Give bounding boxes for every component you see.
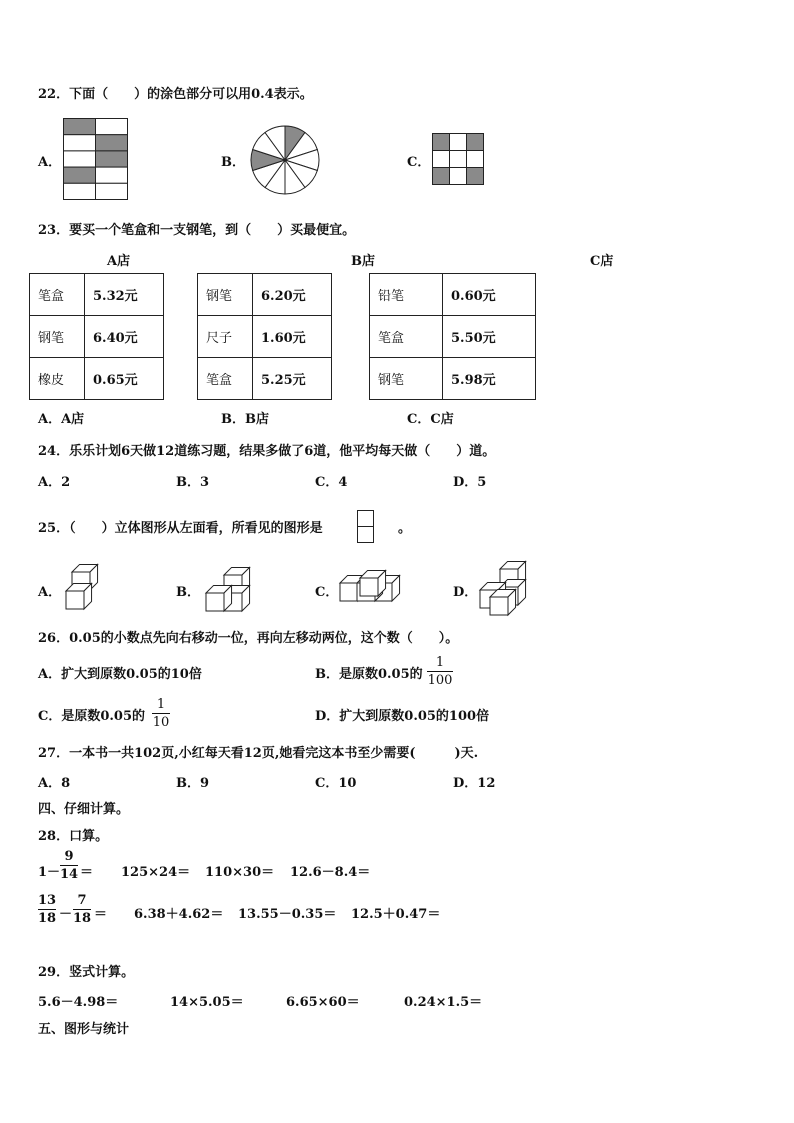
table-row xyxy=(30,358,164,400)
shop-a-name: A店 xyxy=(107,254,131,269)
fraction-numerator: 1 xyxy=(156,697,166,712)
q28-r2-minus: － xyxy=(59,907,73,922)
item-name: 钢笔 xyxy=(198,274,253,316)
q28-r1-prefix: 1－ xyxy=(38,865,61,880)
q26-c-fraction xyxy=(152,697,170,730)
q23-stem: 23．要买一个笔盒和一支钢笔，到（ ）买最便宜。 xyxy=(38,223,356,238)
q26-option-a[interactable]: A．扩大到原数0.05的10倍 xyxy=(38,667,202,682)
q23-option-c[interactable]: C．C店 xyxy=(407,412,454,427)
item-price: 5.98元 xyxy=(443,358,536,400)
grid-cell xyxy=(96,167,128,183)
q22-option-b-label[interactable]: B． xyxy=(221,155,245,170)
item-name: 橡皮 xyxy=(30,358,85,400)
grid-cell xyxy=(467,134,484,151)
item-name: 笔盒 xyxy=(30,274,85,316)
q26-stem: 26．0.05的小数点先向右移动一位，再向左移动两位，这个数（ ）。 xyxy=(38,631,459,646)
q25-option-d[interactable]: D． xyxy=(453,585,478,600)
table-row xyxy=(30,316,164,358)
shop-c-table xyxy=(369,273,536,400)
q27-option-c[interactable]: C．10 xyxy=(315,776,357,791)
item-price: 1.60元 xyxy=(253,316,332,358)
q23-option-a[interactable]: A．A店 xyxy=(38,412,85,427)
cube-front xyxy=(340,583,358,601)
q22-grid-a xyxy=(63,118,128,200)
fraction-denominator: 100 xyxy=(427,673,453,688)
q28-stem: 28．口算。 xyxy=(38,829,109,844)
q23-option-b[interactable]: B．B店 xyxy=(221,412,269,427)
q22-stem: 22．下面（ ）的涂色部分可以用0.4表示。 xyxy=(38,87,313,102)
left-view-icon xyxy=(357,510,374,543)
item-price: 5.25元 xyxy=(253,358,332,400)
item-price: 5.32元 xyxy=(85,274,164,316)
q28-r2-fraction-1 xyxy=(38,893,56,926)
table-row xyxy=(370,274,536,316)
grid-cell xyxy=(467,168,484,185)
item-price: 0.65元 xyxy=(85,358,164,400)
q28-r1-eq: ＝ xyxy=(80,865,94,880)
shop-b-name: B店 xyxy=(351,254,375,269)
q24-option-d[interactable]: D．5 xyxy=(453,475,487,490)
grid-cell xyxy=(96,151,128,167)
q22-option-c-label[interactable]: C． xyxy=(407,155,431,170)
q28-r1-fraction xyxy=(60,849,78,882)
shop-a-table xyxy=(29,273,164,400)
fraction-denominator: 18 xyxy=(38,911,57,926)
section-4-heading: 四、仔细计算。 xyxy=(38,802,130,817)
cube-front xyxy=(66,591,84,609)
fraction-numerator: 7 xyxy=(77,893,87,908)
grid-cell xyxy=(64,135,96,151)
item-name: 钢笔 xyxy=(370,358,443,400)
q28-item: 12.5＋0.47＝ xyxy=(351,907,441,922)
q25-stem: 25．（ ）立体图形从左面看，所看见的图形是 xyxy=(38,521,323,536)
q27-option-a[interactable]: A．8 xyxy=(38,776,71,791)
fraction-numerator: 13 xyxy=(38,893,57,908)
grid-cell xyxy=(64,167,96,183)
grid-cell xyxy=(96,135,128,151)
q29-item: 6.65×60＝ xyxy=(286,995,360,1010)
item-price: 0.60元 xyxy=(443,274,536,316)
grid-cell xyxy=(433,134,450,151)
cube-stack-c-icon xyxy=(338,572,402,606)
grid-cell xyxy=(467,151,484,168)
q22-option-a-label[interactable]: A． xyxy=(38,155,62,170)
q24-option-c[interactable]: C．4 xyxy=(315,475,348,490)
fraction-numerator: 1 xyxy=(435,655,445,670)
q29-item: 14×5.05＝ xyxy=(170,995,244,1010)
grid-cell xyxy=(450,168,467,185)
q26-option-b[interactable]: B．是原数0.05的 xyxy=(315,667,423,682)
shop-c-name: C店 xyxy=(590,254,614,269)
q26-option-c[interactable]: C．是原数0.05的 xyxy=(38,709,146,724)
table-row xyxy=(198,316,332,358)
q28-item: 12.6－8.4＝ xyxy=(290,865,371,880)
cube-front xyxy=(490,597,508,615)
item-price: 5.50元 xyxy=(443,316,536,358)
grid-cell xyxy=(450,151,467,168)
cube-front xyxy=(206,593,224,611)
q29-stem: 29．竖式计算。 xyxy=(38,965,135,980)
table-row xyxy=(30,274,164,316)
fraction-denominator: 18 xyxy=(73,911,92,926)
grid-cell xyxy=(433,168,450,185)
section-5-heading: 五、图形与统计 xyxy=(38,1022,130,1037)
table-row xyxy=(370,316,536,358)
grid-cell xyxy=(64,183,96,199)
table-row xyxy=(370,358,536,400)
table-row xyxy=(198,358,332,400)
item-name: 笔盒 xyxy=(370,316,443,358)
q27-stem: 27．一本书一共102页,小红每天看12页,她看完这本书至少需要( )天. xyxy=(38,746,479,761)
grid-cell xyxy=(96,183,128,199)
q27-option-b[interactable]: B．9 xyxy=(176,776,210,791)
q24-stem: 24．乐乐计划6天做12道练习题，结果多做了6道，他平均每天做（ ）道。 xyxy=(38,444,496,459)
item-name: 笔盒 xyxy=(198,358,253,400)
q27-option-d[interactable]: D．12 xyxy=(453,776,496,791)
item-name: 铅笔 xyxy=(370,274,443,316)
q25-option-c[interactable]: C． xyxy=(315,585,339,600)
q28-r2-fraction-2 xyxy=(73,893,91,926)
fraction-denominator: 14 xyxy=(60,867,79,882)
q22-pie xyxy=(250,125,320,195)
table-row xyxy=(198,274,332,316)
grid-cell xyxy=(64,119,96,135)
grid-cell xyxy=(64,151,96,167)
q28-item: 125×24＝ xyxy=(121,865,191,880)
item-name: 尺子 xyxy=(198,316,253,358)
cube-stack-d-icon xyxy=(476,559,528,617)
grid-cell xyxy=(433,151,450,168)
item-price: 6.40元 xyxy=(85,316,164,358)
q29-item: 0.24×1.5＝ xyxy=(404,995,483,1010)
grid-cell xyxy=(450,134,467,151)
q24-option-b[interactable]: B．3 xyxy=(176,475,210,490)
q26-option-d[interactable]: D．扩大到原数0.05的100倍 xyxy=(315,709,490,724)
fraction-denominator: 10 xyxy=(152,715,170,730)
q25-stem-end: 。 xyxy=(398,521,412,536)
q26-b-fraction xyxy=(427,655,453,688)
q28-item: 110×30＝ xyxy=(205,865,275,880)
q28-r2-eq: ＝ xyxy=(94,907,108,922)
q28-item: 6.38＋4.62＝ xyxy=(134,907,224,922)
q29-item: 5.6－4.98＝ xyxy=(38,995,119,1010)
q25-option-a[interactable]: A． xyxy=(38,585,62,600)
shop-b-table xyxy=(197,273,332,400)
q25-option-b[interactable]: B． xyxy=(176,585,200,600)
grid-cell xyxy=(96,119,128,135)
q24-option-a[interactable]: A．2 xyxy=(38,475,71,490)
q22-grid-c xyxy=(432,133,484,184)
cube-stack-a-icon xyxy=(62,560,102,612)
q28-item: 13.55－0.35＝ xyxy=(238,907,337,922)
item-price: 6.20元 xyxy=(253,274,332,316)
cube-stack-b-icon xyxy=(202,566,252,612)
cube-front xyxy=(360,578,378,596)
fraction-numerator: 9 xyxy=(64,849,74,864)
item-name: 钢笔 xyxy=(30,316,85,358)
